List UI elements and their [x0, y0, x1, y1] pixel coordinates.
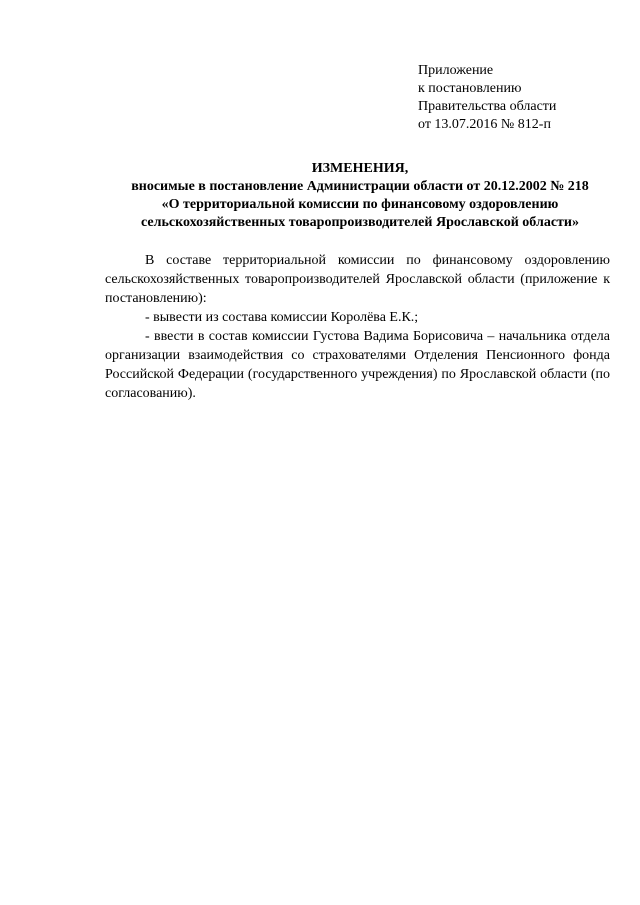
body-item-1: - вывести из состава комиссии Королёва Е.К.;: [145, 310, 419, 325]
appendix-line-2: к постановлению: [418, 81, 522, 96]
appendix-line-4: от 13.07.2016 № 812-п: [418, 117, 551, 132]
document-body: [105, 251, 610, 403]
heading-line-2: вносимые в постановление Администрации области от 20.12.2002 № 218: [131, 179, 589, 194]
heading-line-3: «О территориальной комиссии по финансовому оздоровлению: [161, 197, 559, 212]
document-heading: [100, 160, 620, 232]
body-item-2: - ввести в состав комиссии Густова Вадима Борисовича – начальника отдела организации взаимодействия со страхователями Отделения Пенсионного фонда Российской Федерации (государственного учреждения) по Ярославской области (по согласованию).: [105, 329, 610, 401]
heading-line-4: сельскохозяйственных товаропроизводителей Ярославской области»: [141, 215, 579, 230]
body-intro-paragraph: В составе территориальной комиссии по финансовому оздоровлению сельскохозяйственных товаропроизводителей Ярославской области (приложение к постановлению):: [105, 253, 610, 306]
appendix-line-1: Приложение: [418, 63, 494, 78]
heading-title: ИЗМЕНЕНИЯ,: [311, 161, 409, 176]
appendix-block: [418, 62, 628, 134]
appendix-line-3: Правительства области: [418, 99, 557, 114]
